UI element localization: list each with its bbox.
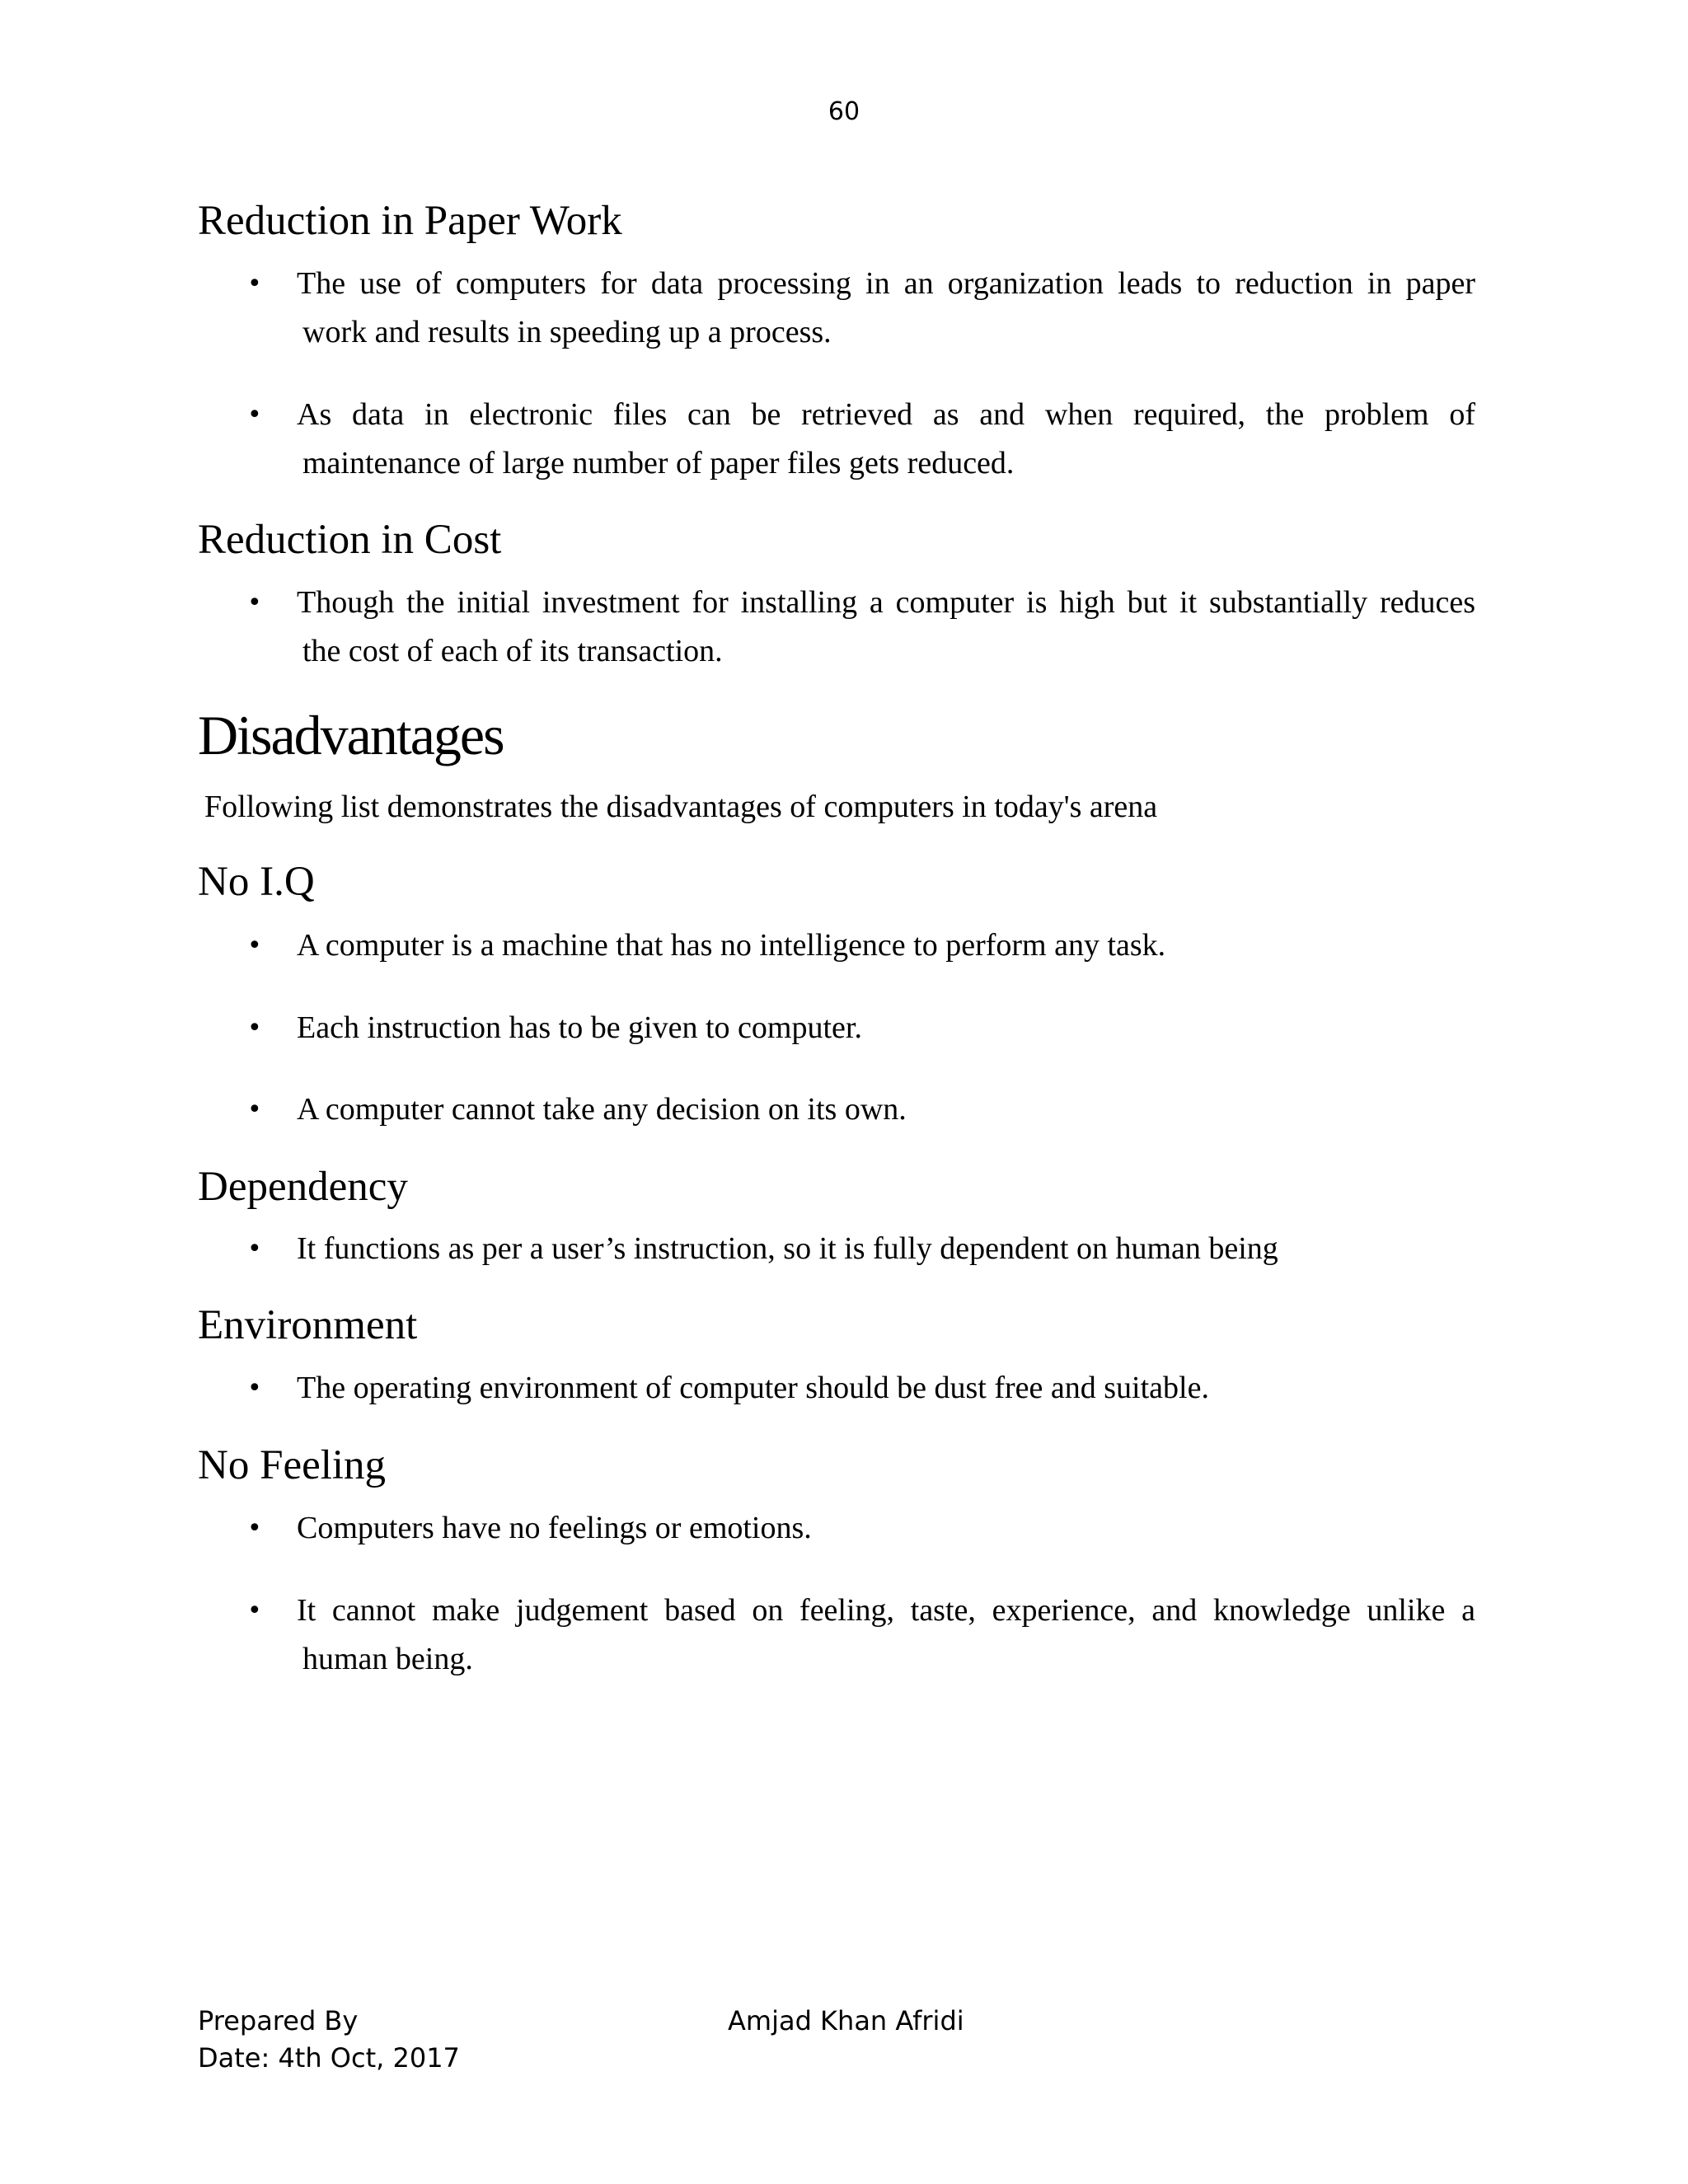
heading-dependency: Dependency	[198, 1164, 408, 1210]
bullet-icon: •	[247, 1374, 262, 1403]
list-item-text: A computer cannot take any decision on its own.	[297, 1092, 907, 1127]
list-item-text: Though the initial investment for installing a computer is high but it substantially reduces	[297, 585, 1475, 620]
bullet-icon: •	[247, 1095, 262, 1124]
list-item	[247, 1225, 1475, 1273]
bullet-icon: •	[247, 1014, 262, 1043]
list-item-text: It cannot make judgement based on feeling, taste, experience, and knowledge unlike a	[297, 1593, 1475, 1628]
bullet-icon: •	[247, 588, 262, 617]
heading-reduction-cost: Reduction in Cost	[198, 517, 502, 563]
page-number: 60	[828, 97, 860, 126]
list-item	[247, 1085, 1475, 1134]
bullet-icon: •	[247, 401, 262, 429]
heading-environment: Environment	[198, 1302, 418, 1348]
list-item	[247, 1364, 1475, 1413]
list-item	[247, 921, 1475, 970]
list-item	[247, 1586, 1475, 1684]
footer-prepared-by: Prepared By	[198, 2005, 359, 2036]
bullet-icon: •	[247, 1235, 262, 1263]
list-item	[247, 1504, 1475, 1553]
list-item-text: work and results in speeding up a process.	[302, 315, 832, 349]
heading-reduction-paper-work: Reduction in Paper Work	[198, 198, 622, 244]
heading-disadvantages: Disadvantages	[198, 704, 504, 766]
heading-no-feeling: No Feeling	[198, 1442, 387, 1488]
list-item-text: It functions as per a user’s instruction, so it is fully dependent on human being	[297, 1231, 1278, 1266]
bullet-icon: •	[247, 931, 262, 960]
bullet-icon: •	[247, 269, 262, 298]
list-item-text: human being.	[302, 1642, 473, 1676]
footer-author: Amjad Khan Afridi	[728, 2005, 964, 2036]
heading-no-iq: No I.Q	[198, 859, 315, 905]
list-item	[247, 1004, 1475, 1052]
list-item-text: Computers have no feelings or emotions.	[297, 1511, 812, 1545]
list-item-text: A computer is a machine that has no intelligence to perform any task.	[297, 928, 1166, 963]
list-item-text: maintenance of large number of paper files gets reduced.	[302, 446, 1015, 480]
list-item-text: As data in electronic files can be retrieved as and when required, the problem of	[297, 397, 1475, 432]
list-item	[247, 391, 1475, 488]
list-item-text: the cost of each of its transaction.	[302, 634, 723, 668]
intro-text: Following list demonstrates the disadvantages of computers in today's arena	[204, 790, 1158, 824]
bullet-icon: •	[247, 1514, 262, 1543]
list-item-text: The operating environment of computer should be dust free and suitable.	[297, 1371, 1209, 1405]
footer-date: Date: 4th Oct, 2017	[198, 2042, 460, 2074]
bullet-icon: •	[247, 1596, 262, 1625]
list-item	[247, 579, 1475, 676]
list-item-text: Each instruction has to be given to computer.	[297, 1010, 862, 1045]
list-item-text: The use of computers for data processing in an organization leads to reduction in paper	[297, 266, 1475, 301]
list-item	[247, 260, 1475, 357]
